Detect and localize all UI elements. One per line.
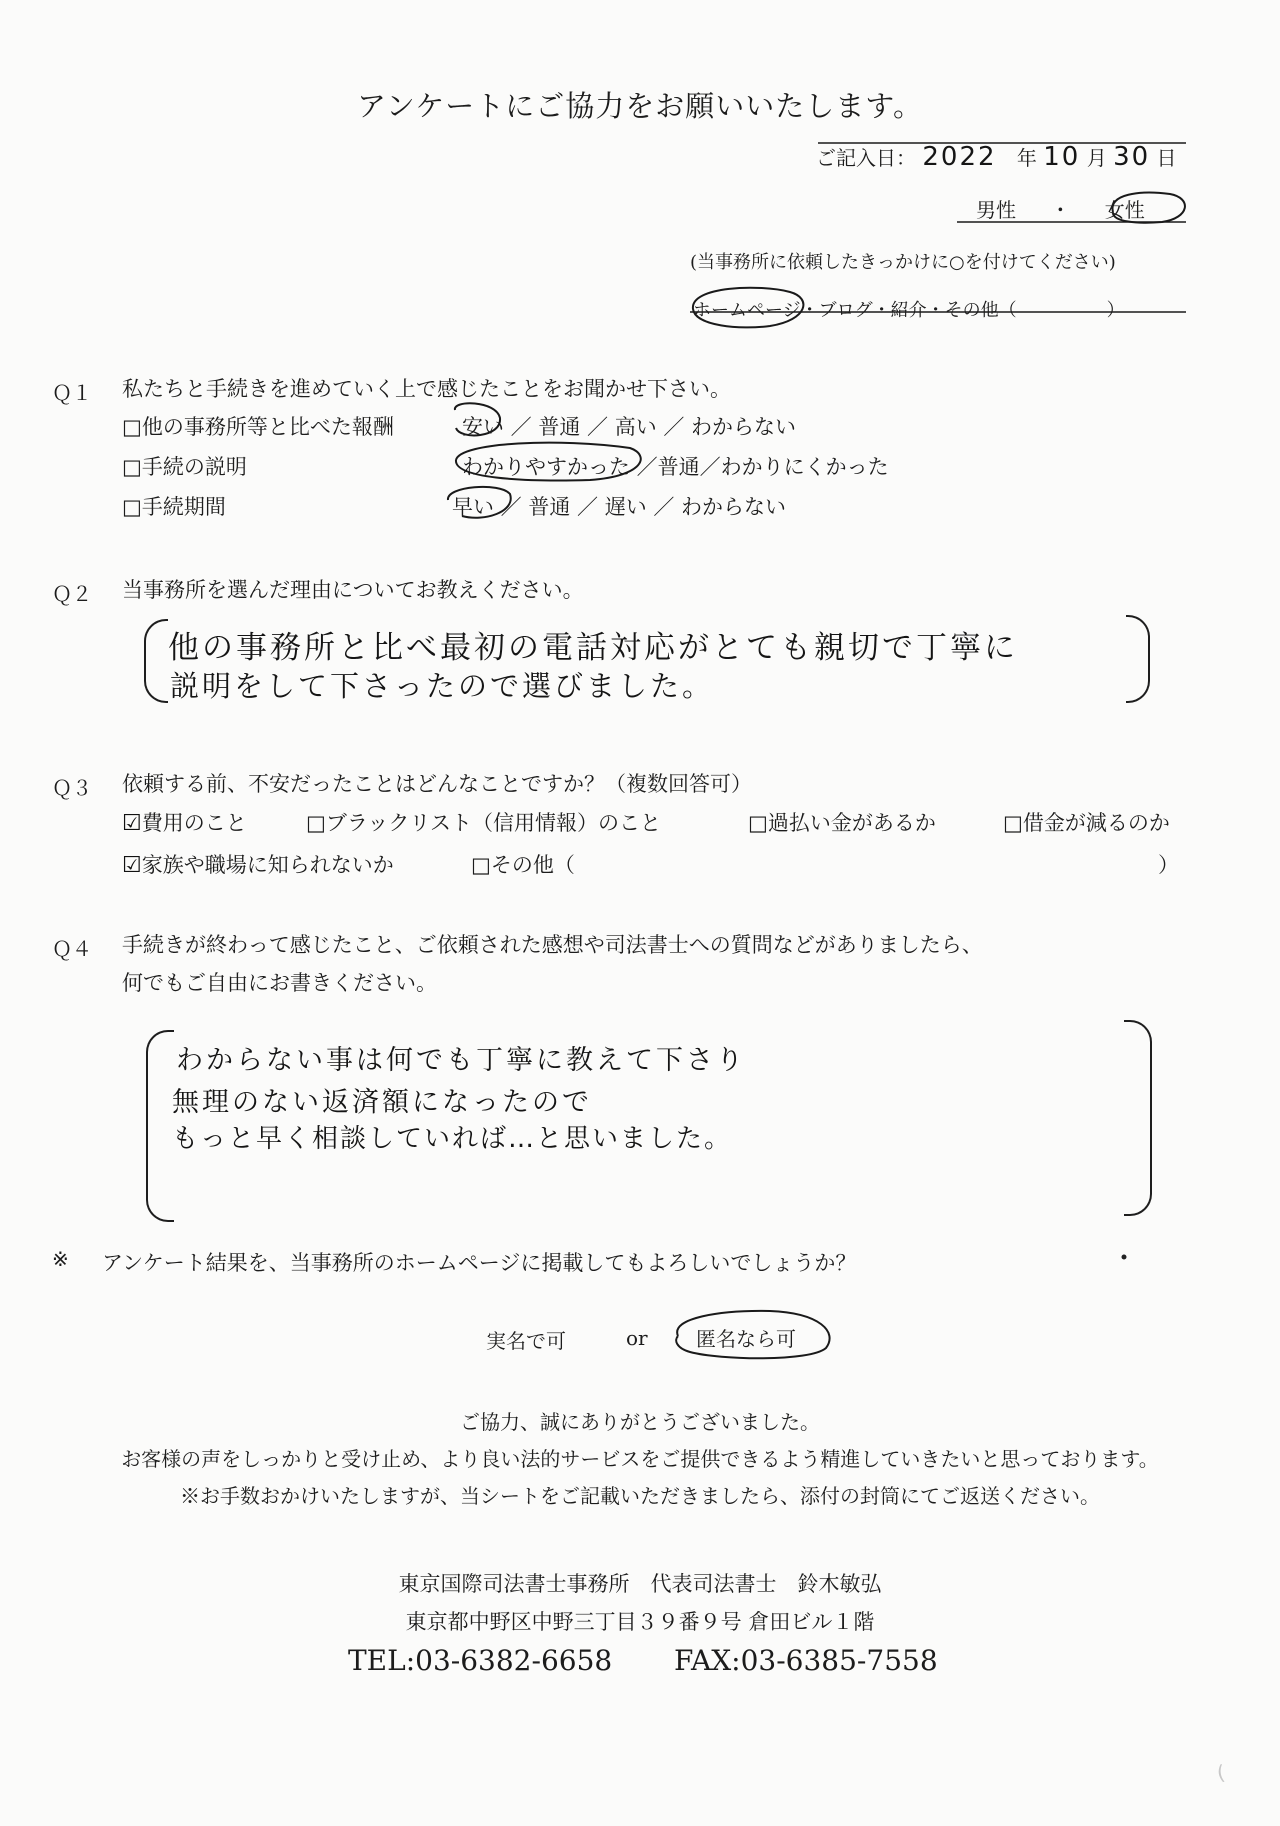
q2-answer-line-1: 他の事務所と比べ最初の電話対応がとても親切で丁寧に: [168, 630, 1018, 666]
q3-option-blacklist[interactable]: □ブラックリスト（信用情報）のこと: [306, 811, 661, 835]
q4-answer-bracket-right: [1124, 1020, 1152, 1216]
q4-number: Ｑ４: [52, 937, 92, 961]
q3-option-overpayment[interactable]: □過払い金があるか: [748, 811, 936, 835]
q3-other-close-paren: ）: [1158, 853, 1179, 877]
q1-row-period-options[interactable]: 早い ／ 普通 ／ 遅い ／ わからない: [452, 495, 787, 519]
office-tel: TEL:03-6382-6658: [348, 1644, 613, 1677]
publish-option-anonymous[interactable]: 匿名なら可: [696, 1327, 796, 1351]
date-day-unit: 日: [1156, 146, 1177, 170]
publish-mark: ※: [52, 1247, 69, 1271]
q2-answer-bracket-right: [1126, 615, 1150, 703]
ink-dot: [1122, 1255, 1127, 1260]
publish-option-real-name[interactable]: 実名で可: [486, 1329, 566, 1353]
q4-answer-line-2: 無理のない返済額になったので: [172, 1087, 592, 1118]
trigger-note: (当事務所に依頼したきっかけに○を付けてください): [690, 252, 1116, 273]
q3-option-family-text: 家族や職場に知られないか: [141, 853, 394, 877]
date-year-unit: 年: [1016, 146, 1037, 170]
q1-number: Ｑ１: [52, 381, 92, 405]
gender-option-female[interactable]: 女性: [1104, 198, 1145, 222]
gender-field: [976, 194, 1145, 223]
office-address: 東京都中野区中野三丁目３９番９号 倉田ビル１階: [405, 1610, 875, 1634]
q2-answer-line-2: 説明をして下さったので選びました。: [170, 669, 715, 703]
q1-row-period-label[interactable]: □手続期間: [122, 495, 226, 519]
q2-number: Ｑ２: [52, 582, 92, 606]
closing-thanks: ご協力、誠にありがとうございました。: [460, 1410, 820, 1434]
q3-option-family[interactable]: [122, 849, 394, 879]
office-name: 東京国際司法書士事務所 代表司法書士 鈴木敏弘: [398, 1572, 882, 1596]
date-day-value: 30: [1113, 142, 1151, 172]
publish-or: or: [626, 1326, 648, 1350]
q1-row-explanation-options[interactable]: わかりやすかった ／普通／わかりにくかった: [462, 455, 889, 479]
q4-answer-bracket-left: [146, 1030, 174, 1222]
closing-line-3: ※お手数おかけいたしますが、当シートをご記載いただきましたら、添付の封筒にてご返送ください。: [180, 1484, 1100, 1508]
faint-bleedthrough-mark: (: [1215, 1760, 1227, 1785]
q2-question: 当事務所を選んだ理由についてお教えください。: [122, 578, 584, 602]
q3-option-cost[interactable]: [122, 807, 247, 837]
q3-question: 依頼する前、不安だったことはどんなことですか？（複数回答可）: [122, 772, 752, 796]
q3-option-other[interactable]: □その他（: [471, 853, 575, 877]
q4-question-line-2: 何でもご自由にお書きください。: [122, 971, 437, 995]
q2-answer-bracket-left: [144, 619, 168, 703]
gender-separator: ・: [1050, 198, 1071, 222]
date-month-value: 10: [1043, 142, 1081, 172]
q3-option-cost-text: 費用のこと: [141, 811, 247, 835]
checked-box-icon: ☑: [122, 811, 142, 836]
q4-question-line-1: 手続きが終わって感じたこと、ご依頼された感想や司法書士への質問などがありましたら、: [122, 933, 983, 957]
page-title: アンケートにご協力をお願いいたします。: [357, 89, 923, 123]
date-field: [816, 142, 1177, 174]
checked-box-icon: ☑: [122, 853, 142, 878]
gender-option-male[interactable]: 男性: [976, 198, 1016, 222]
date-label: ご記入日：: [816, 146, 916, 170]
closing-line-2: お客様の声をしっかりと受け止め、より良い法的サービスをご提供できるよう精進していきたいと思っております。: [121, 1447, 1159, 1471]
date-year-value: 2022: [922, 142, 997, 172]
trigger-options[interactable]: ホームページ・ブログ・紹介・その他（ ）: [693, 300, 1125, 321]
q1-row-fee-label[interactable]: □他の事務所等と比べた報酬: [122, 415, 394, 439]
q1-question: 私たちと手続きを進めていく上で感じたことをお聞かせ下さい。: [122, 377, 731, 401]
q3-number: Ｑ３: [52, 776, 92, 800]
q4-answer-line-1: わからない事は何でも丁寧に教えて下さり: [176, 1045, 746, 1076]
publish-question: アンケート結果を、当事務所のホームページに掲載してもよろしいでしょうか？: [102, 1251, 857, 1275]
q1-row-fee-options[interactable]: 安い ／ 普通 ／ 高い ／ わからない: [462, 415, 797, 439]
q4-answer-line-3: もっと早く相談していれば…と思いました。: [172, 1124, 733, 1154]
q1-row-explanation-label[interactable]: □手続の説明: [122, 455, 247, 479]
date-month-unit: 月: [1086, 146, 1107, 170]
office-fax: FAX:03-6385-7558: [674, 1644, 938, 1677]
q3-option-debt-reduction[interactable]: □借金が減るのか: [1003, 811, 1170, 835]
